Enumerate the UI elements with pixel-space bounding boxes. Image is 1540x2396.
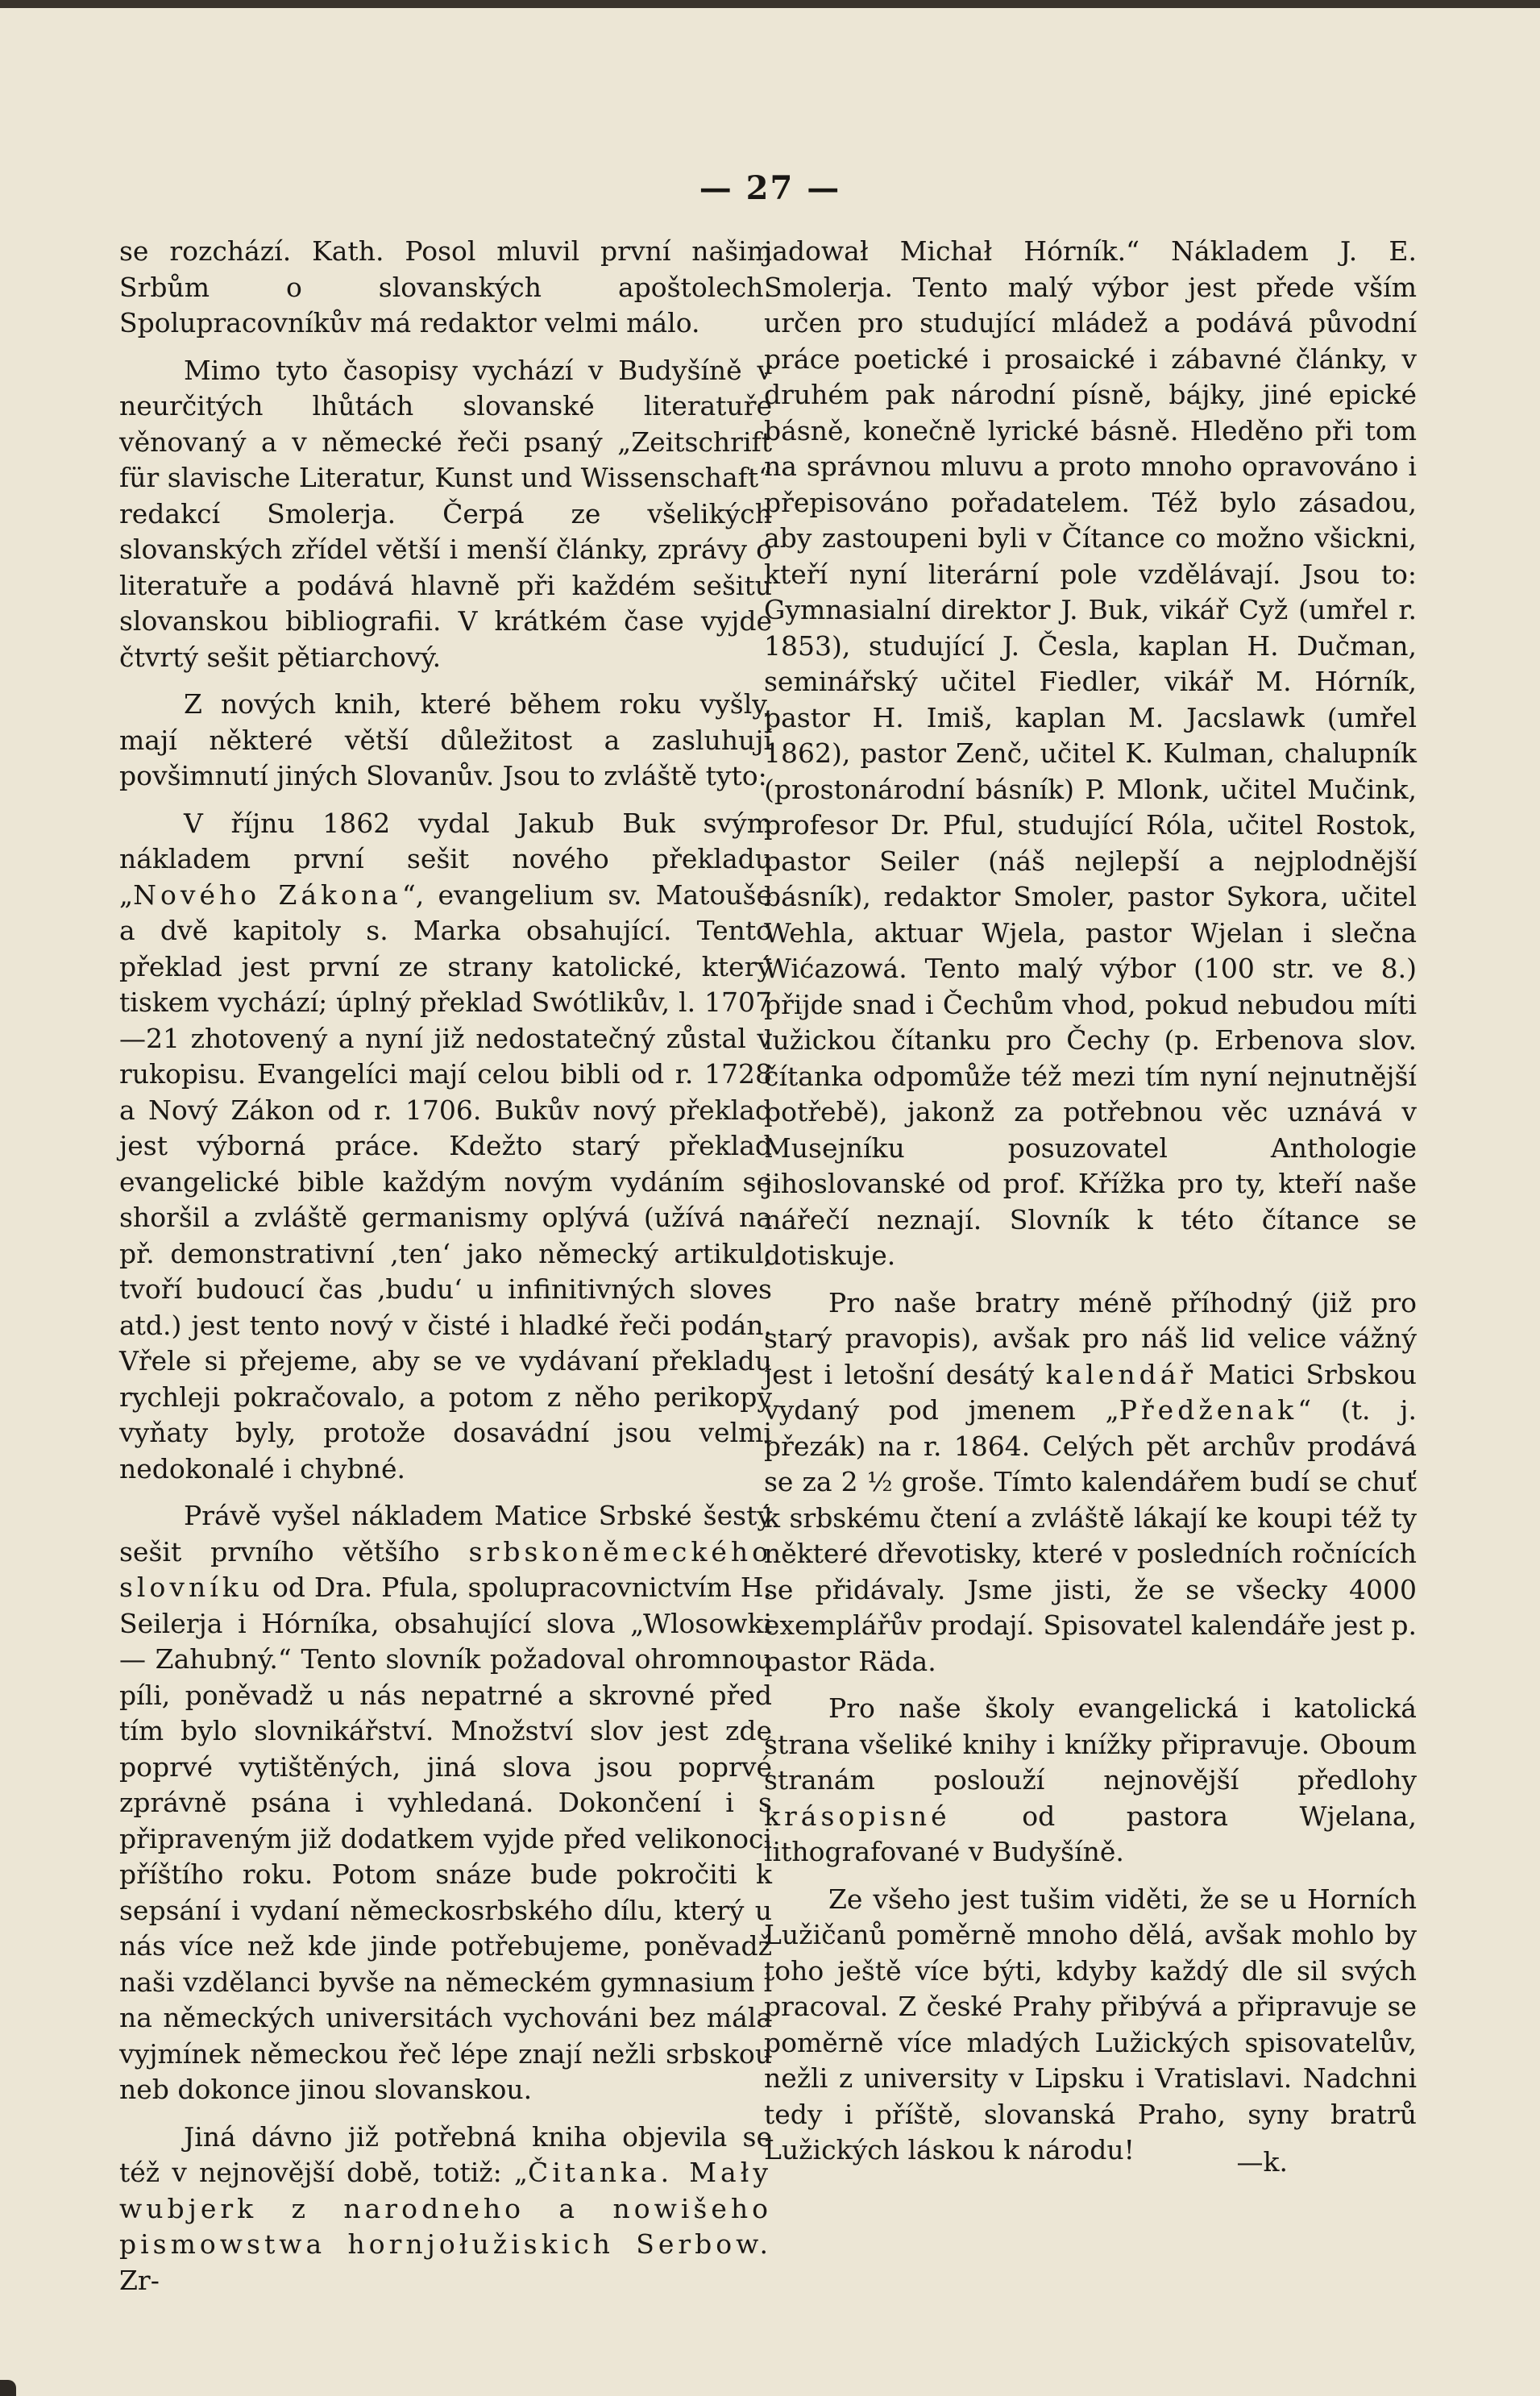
paragraph: Mimo tyto časopisy vychází v Budyšíně v neurčitých lhůtách slovanské literatuře věnovaný a v německé řeči psaný „Zeitschrift für slavische Literatur, Kunst und Wissenschaft“ redakcí Smolerja. Čerpá ze všelikých slovanských zřídel větší i menší články, zprávy o literatuře a podává hlavně při každém sešitu slovanskou bibliografii. V krátkém čase vyjde čtvrtý sešit pětiarchový. bbox=[119, 354, 772, 673]
text-run: “ (t. j. přezák) na r. 1864. Celých pět archův prodává se za 2 ½ groše. Tímto kalendářem budí se chuť k srbskému čtení a zvláště lákají ke koupi též ty některé dřevotisky, které v posledních ročnících se přidávaly. Jsme jisti, že se všecky 4000 exemplářův prodají. Spisovatel kalendáře jest p. pastor Räda. bbox=[764, 1394, 1417, 1677]
spaced-title: krásopisné bbox=[764, 1800, 951, 1832]
text-run: Právě vyšel nákladem Matice Srbské šestý sešit prvního většího bbox=[119, 1500, 772, 1568]
top-border bbox=[0, 0, 1540, 8]
text-run: od Dra. Pfula, spolupracovnictvím H. Seilerja i Hórníka, obsahující slova „Wlosowki — Zahubný.“ Tento slovník požadoval ohromnou píli, poněvadž u nás nepatrné a skrovné před tím bylo slovnikářství. Množství slov jest zde poprvé vytištěných, jiná slova jsou poprvé zprávně psána i vyhledaná. Dokončení i s připraveným již dodatkem vyjde před velikonoci příštího roku. Potom snáze bude pokročiti k sepsání i vydaní německosrbského dílu, který u nás více než kde jinde potřebujeme, poněvadž naši vzdělanci byvše na německém gymnasium i na německých universitách vychováni bez mála vyjmínek německou řeč lépe znají nežli srbskou neb dokonce jinou slovanskou. bbox=[119, 1572, 772, 2105]
paragraph: jadował Michał Hórník.“ Nákladem J. E. Smolerja. Tento malý výbor jest přede vším určen pro studující mládež a podává původní práce poetické i prosaické i zábavné články, v druhém pak národní písně, bájky, jiné epické básně, konečně lyrické básně. Hleděno při tom na správnou mluvu a proto mnoho opravováno i přepisováno pořadatelem. Též bylo zásadou, aby zastoupeni byli v Čítance co možno všickni, kteří nyní literární pole vzdělávají. Jsou to: Gymnasialní direktor J. Buk, vikář Cyž (umřel r. 1853), studující J. Česla, kaplan H. Dučman, seminářský učitel Fiedler, vikář M. Hórník, pastor H. Imiš, kaplan M. Jacslawk (umřel 1862), pastor Zenč, učitel K. Kulman, chalupník (prostonárodní básník) P. Mlonk, učitel Mučink, profesor Dr. Pful, studující Róla, učitel Rostok, pastor Seiler (náš nejlepší a nejplodnější básník), redaktor Smoler, pastor Sykora, učitel Wehla, aktuar Wjela, pastor Wjelan i slečna Wićazowá. Tento malý výbor (100 str. ve 8.) přijde snad i Čechům vhod, pokud nebudou míti lužickou čítanku pro Čechy (p. Erbenova slov. čítanka odpomůže též mezi tím nyní nejnutnější potřebě), jakonž za potřebnou věc uznává v Musejníku posuzovatel Anthologie jihoslovanské od prof. Křížka pro ty, kteří naše nářečí neznají. Slovník k této čítance se dotiskuje. bbox=[764, 235, 1417, 1271]
spaced-title: srbskoněmeckého slovníku bbox=[119, 1535, 772, 1603]
left-column bbox=[119, 234, 772, 2310]
paragraph bbox=[764, 1691, 1417, 1871]
text-run: Pro naše bratry méně příhodný (již pro starý pravopis), avšak pro náš lid velice vážný jest i letošní desátý bbox=[764, 1286, 1417, 1390]
spaced-title: Předženak bbox=[1119, 1394, 1298, 1426]
text-run: Matici Srbskou vydaný pod jmenem „ bbox=[764, 1358, 1417, 1426]
corner-mark bbox=[0, 2380, 16, 2396]
paragraph: Z nových knih, které během roku vyšly, mají některé větší důležitost a zasluhují povšimnutí jiných Slovanův. Jsou to zvláště tyto: bbox=[119, 688, 772, 791]
text-run: Zr- bbox=[119, 2264, 160, 2296]
right-column bbox=[764, 234, 1417, 2180]
paragraph: se rozchází. Kath. Posol mluvil první našim Srbům o slovanských apoštolech. Spolupracovníkův má redaktor velmi málo. bbox=[119, 235, 772, 338]
text-run: Jiná dávno již potřebná kniha objevila se též v nejnovější době, totiž: „ bbox=[119, 2120, 772, 2188]
text-run: Pro naše školy evangelická i katolická strana všeliké knihy i knížky připravuje. Oboum stranám poslouží nejnovější předlohy bbox=[764, 1692, 1417, 1796]
text-run: od pastora Wjelana, lithografované v Budyšíně. bbox=[764, 1800, 1417, 1867]
paragraph bbox=[119, 806, 772, 1488]
page-number: — 27 — bbox=[699, 169, 841, 207]
paragraph bbox=[119, 1498, 772, 2108]
text-run: “, evangelium sv. Matouše a dvě kapitoly s. Marka obsahující. Tento překlad jest první ze strany katolické, který tiskem vychází; úplný překlad Swótlikův, l. 1707—21 zhotovený a nyní již nedostatečný zůstal v rukopisu. Evangelíci mají celou bibli od r. 1728 a Nový Zákon od r. 1706. Bukův nový překlad jest výborná práce. Kdežto starý překlad evangelické bible každým novým vydáním se shoršil a zvláště germanismy oplývá (užívá na př. demonstrativní ‚ten‘ jako německý artikul, tvoří budoucí čas ‚budu‘ u infinitivných sloves atd.) jest tento nový v čisté i hladké řeči podán. Vřele si přejeme, aby se ve vydávaní překladu rychleji pokračovalo, a potom z něho perikopy vyňaty byly, protože dosavádní jsou velmi nedokonalé i chybné. bbox=[119, 878, 773, 1485]
author-signature: —k. bbox=[1236, 2145, 1288, 2178]
spaced-title: Nového Zákona bbox=[133, 878, 402, 911]
paragraph: Ze všeho jest tušim viděti, že se u Horních Lužičanů poměrně mnoho dělá, avšak mohlo by toho ještě více býti, kdyby každý dle sil svých pracoval. Z české Prahy přibývá a připravuje se poměrně více mladých Lužických spisovatelův, nežli z university v Lipsku i Vratislavi. Nadchni tedy i příště, slovanská Praho, syny bratrů Lužických láskou k národu! bbox=[764, 1883, 1417, 2166]
text-run: V říjnu 1862 vydal Jakub Buk svým nákladem první sešit nového překladu „ bbox=[119, 807, 772, 911]
paragraph bbox=[764, 1285, 1417, 1680]
paragraph bbox=[119, 2120, 772, 2299]
spaced-title: kalendář bbox=[1045, 1358, 1198, 1390]
spaced-title: Čitanka. Mały wubjerk z narodneho a nowišeho pismowstwa hornjołužiskich Serbow. bbox=[119, 2157, 772, 2260]
